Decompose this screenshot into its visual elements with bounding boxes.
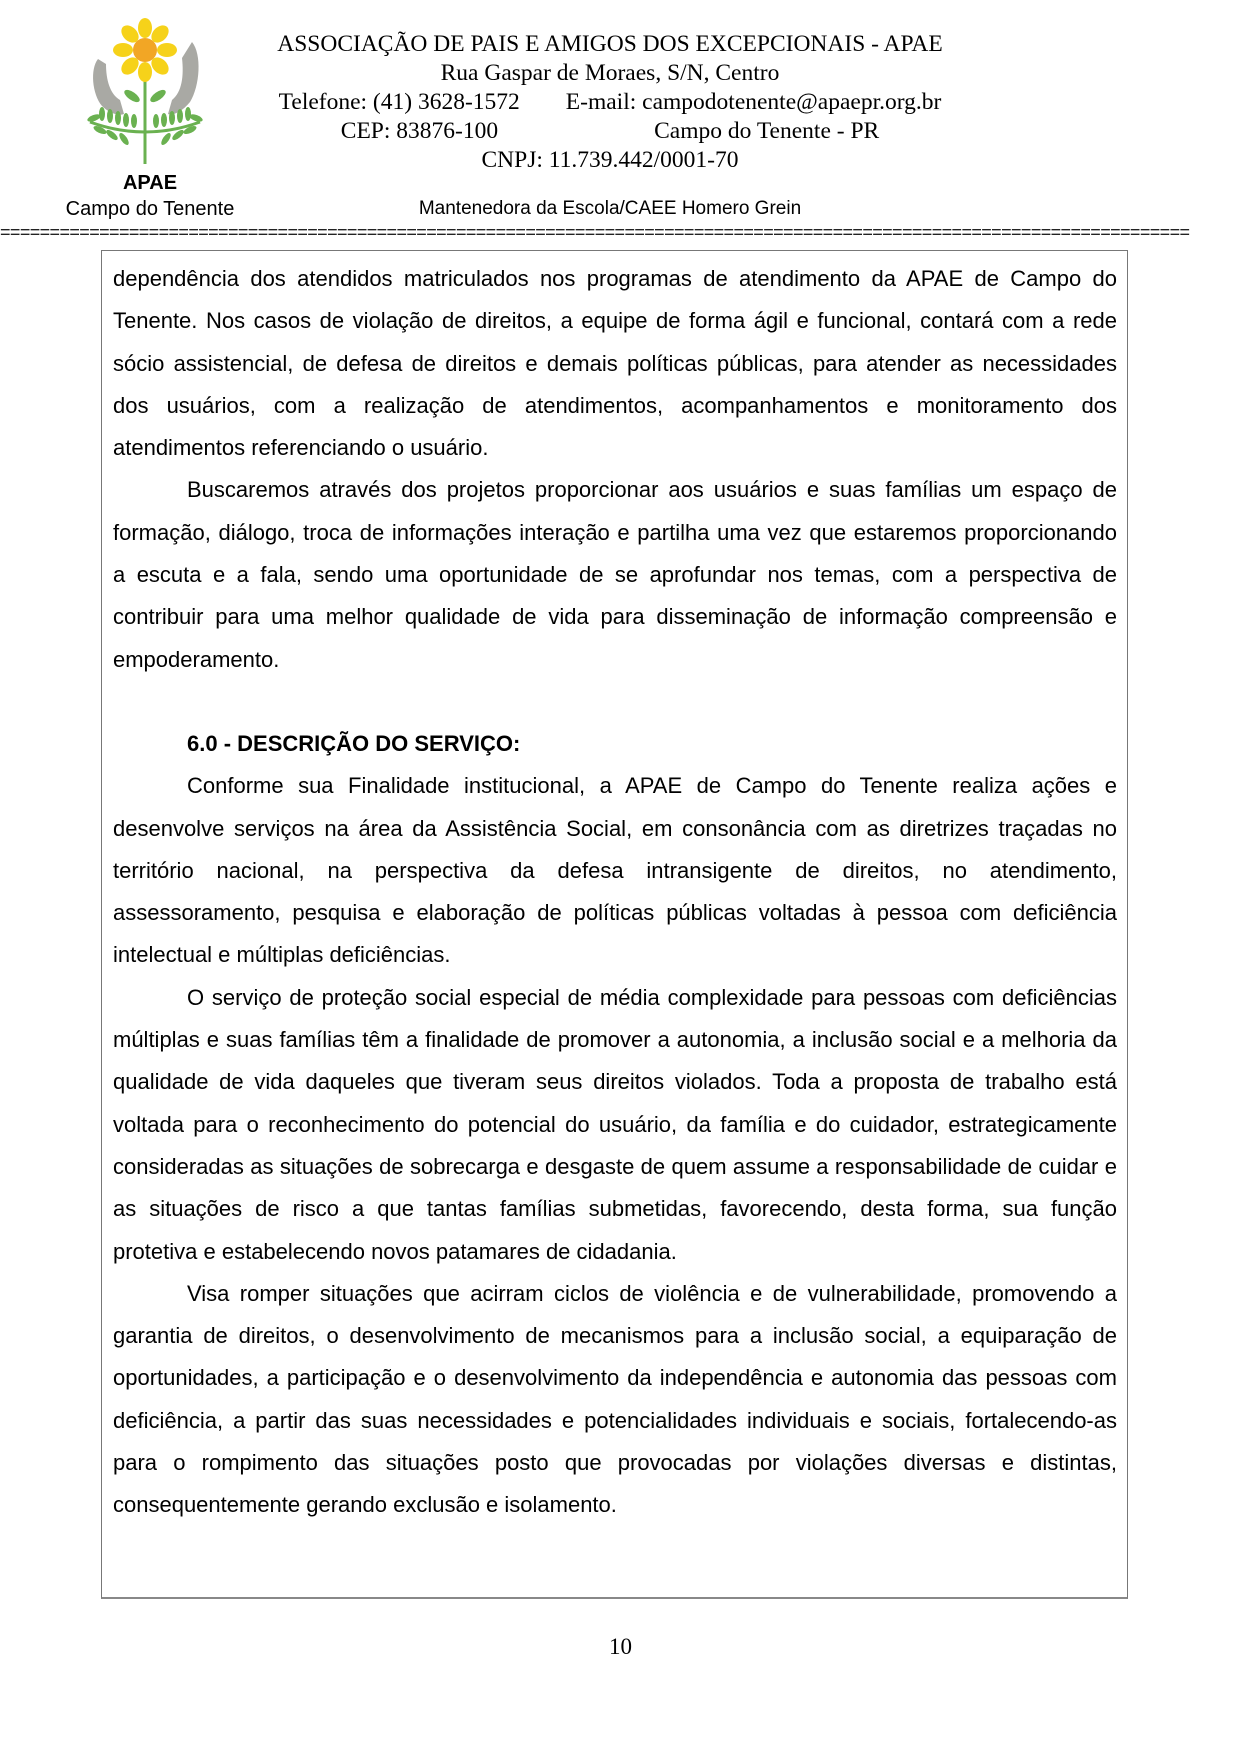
logo-subtitle: Campo do Tenente xyxy=(65,198,235,220)
apae-logo xyxy=(80,14,210,164)
maintainer-line: Mantenedora da Escola/CAEE Homero Grein xyxy=(418,198,802,219)
apae-flower-hands-logo-icon xyxy=(80,14,210,164)
email-address: E-mail: campodotenente@apaepr.org.br xyxy=(565,89,942,115)
paragraph: Conforme sua Finalidade institucional, a APAE de Campo do Tenente realiza ações e desenvolve serviços na área da Assistência Social, em consonância com as diretrizes traçadas no território nacional, na perspectiva da defesa intransigente de direitos, no atendimento, assessoramento, pesquisa e elaboração de políticas públicas voltadas à pessoa com deficiência intelectual e múltiplas deficiências. xyxy=(113,773,1117,968)
header-separator: ======================================================================================================================== xyxy=(0,222,1190,242)
paragraph: Buscaremos através dos projetos proporcionar aos usuários e suas famílias um espaço de formação, diálogo, troca de informações interação e partilha uma vez que estaremos proporcionando a escuta e a fala, sendo uma oportunidade de se aprofundar nos temas, com a perspectiva de contribuir para uma melhor qualidade de vida para disseminação de informação compreensão e empoderamento. xyxy=(113,477,1117,672)
paragraph: dependência dos atendidos matriculados nos programas de atendimento da APAE de Campo do Tenente. Nos casos de violação de direitos, a equipe de forma ágil e funcional, contará com a rede sócio assistencial, de defesa de direitos e demais políticas públicas, para atender as necessidades dos usuários, com a realização de atendimentos, acompanhamentos e monitoramento dos atendimentos referenciando o usuário. xyxy=(113,266,1117,461)
logo-title: APAE xyxy=(122,172,178,194)
postal-code: CEP: 83876-100 xyxy=(340,118,499,144)
paragraph: O serviço de proteção social especial de média complexidade para pessoas com deficiências múltiplas e suas famílias têm a finalidade de promover a autonomia, a inclusão social e a melhoria da qualidade de vida daqueles que tiveram seus direitos violados. Toda a proposta de trabalho está voltada para o reconhecimento do potencial do usuário, da família e do cuidador, estrategicamente consideradas as situações de sobrecarga e desgaste de quem assume a responsabilidade de cuidar e as situações de risco a que tantas famílias submetidas, favorecendo, desta forma, sua função protetiva e estabelecendo novos patamares de cidadania. xyxy=(113,984,1117,1264)
page-number: 10 xyxy=(609,1634,632,1659)
phone-number: Telefone: (41) 3628-1572 xyxy=(278,89,520,115)
section-heading: 6.0 - DESCRIÇÃO DO SERVIÇO: xyxy=(187,730,521,756)
paragraph: Visa romper situações que acirram ciclos de violência e de vulnerabilidade, promovendo a garantia de direitos, o desenvolvimento de mecanismos para a inclusão social, a equiparação de oportunidades, a participação e o desenvolvimento da independência e autonomia das pessoas com deficiência, a partir das suas necessidades e potencialidades individuais e sociais, fortalecendo-as para o rompimento das situações posto que provocadas por violações diversas e distintas, consequentemente gerando exclusão e isolamento. xyxy=(113,1280,1117,1518)
organization-postal xyxy=(240,117,980,146)
organization-name: ASSOCIAÇÃO DE PAIS E AMIGOS DOS EXCEPCIONAIS - APAE xyxy=(277,31,943,57)
city-state: Campo do Tenente - PR xyxy=(654,118,880,144)
organization-contact xyxy=(240,88,980,117)
organization-cnpj: CNPJ: 11.739.442/0001-70 xyxy=(481,147,739,173)
document-body xyxy=(113,258,1117,1527)
organization-address: Rua Gaspar de Moraes, S/N, Centro xyxy=(440,60,780,86)
